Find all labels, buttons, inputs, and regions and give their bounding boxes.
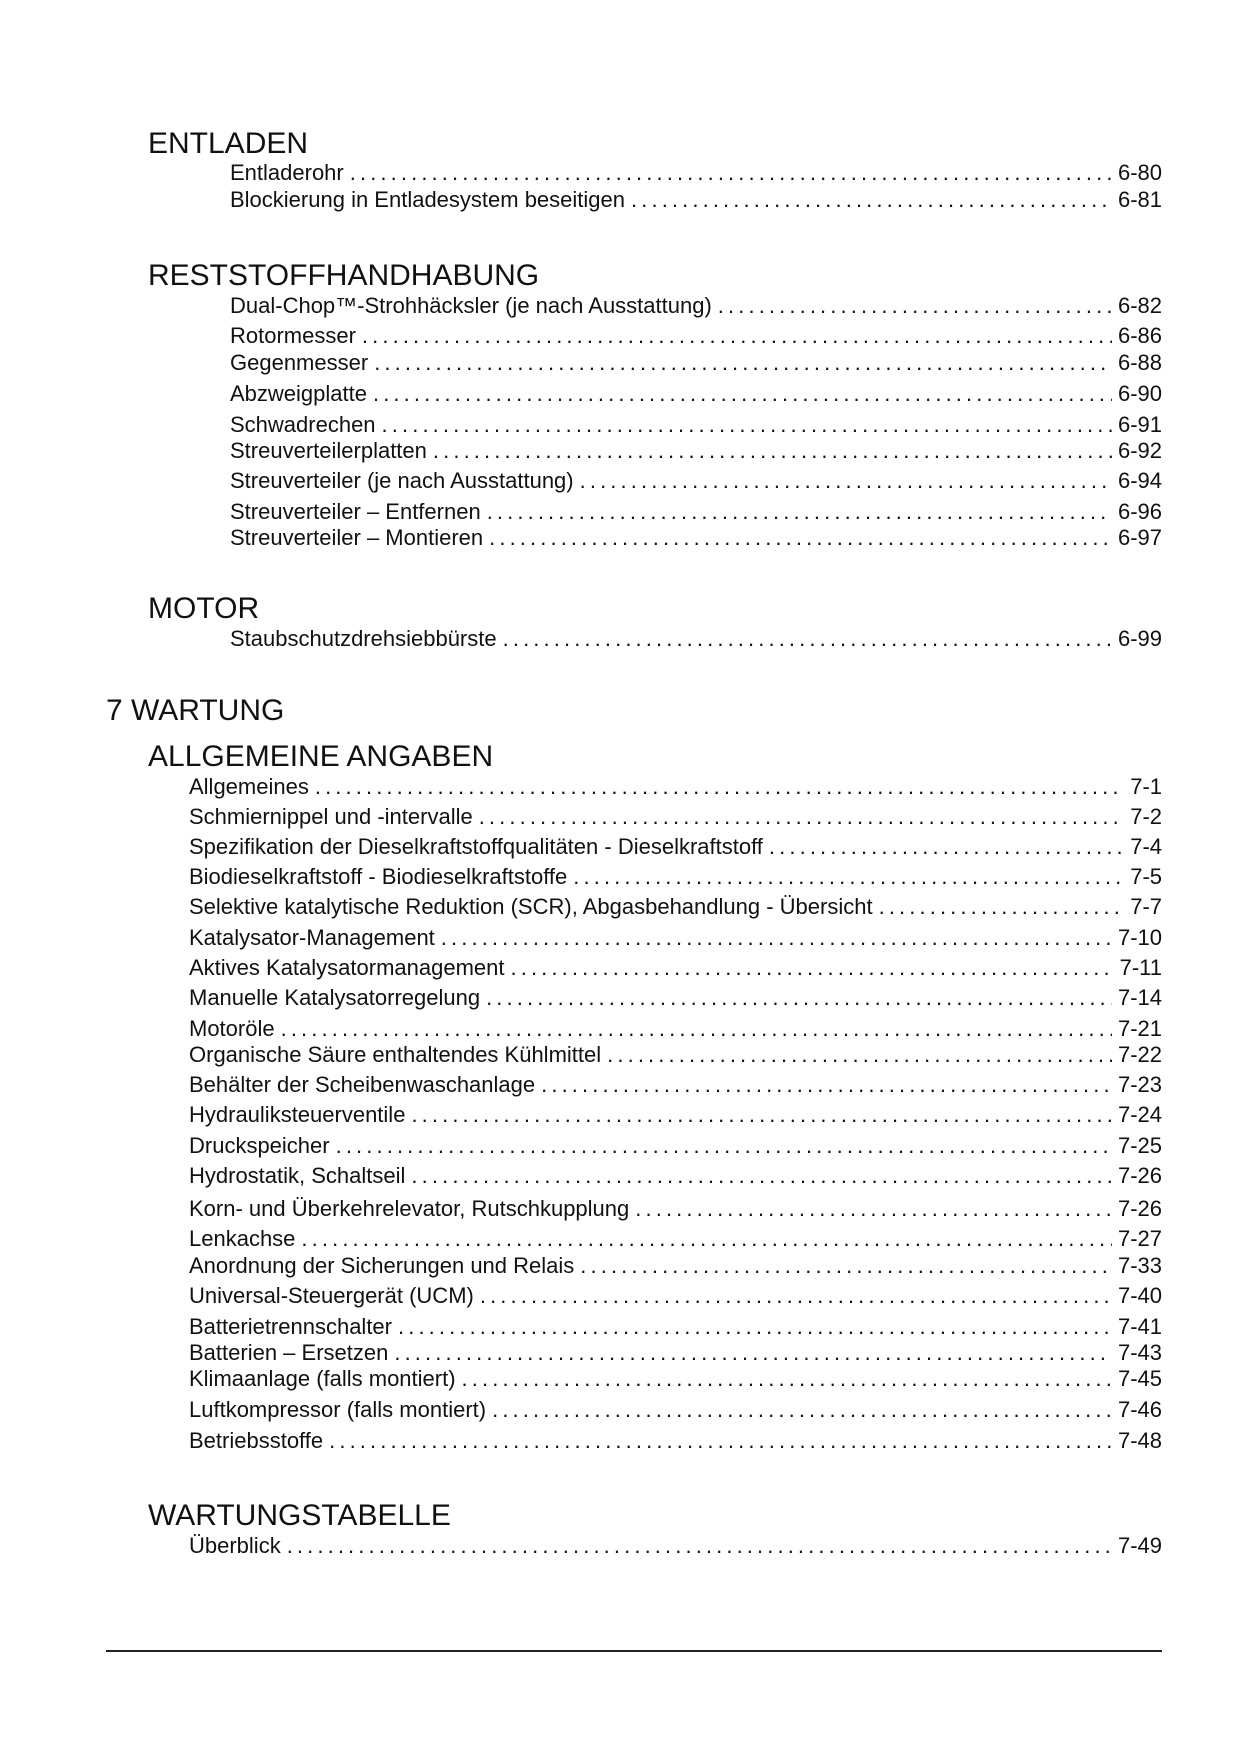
- toc-entry-label: Rotormesser: [230, 323, 356, 348]
- dot-leader: [398, 1314, 1112, 1340]
- toc-entry[interactable]: [189, 774, 1162, 800]
- toc-entry-label: Batterien – Ersetzen: [189, 1340, 389, 1365]
- dot-leader: [362, 323, 1112, 349]
- toc-entry-page: 7-14: [1117, 985, 1162, 1010]
- toc-entry[interactable]: [230, 381, 1162, 407]
- toc-entry-label: Hydrauliksteuerventile: [189, 1102, 406, 1127]
- toc-entry[interactable]: [230, 438, 1162, 464]
- toc-entry-label: Druckspeicher: [189, 1133, 330, 1158]
- dot-leader: [479, 804, 1125, 830]
- toc-entry-page: 7-10: [1117, 925, 1162, 950]
- dot-leader: [433, 438, 1112, 464]
- toc-entry-label: Allgemeines: [189, 774, 309, 799]
- dot-leader: [718, 293, 1112, 319]
- toc-entry-label: Dual-Chop™-Strohhäcksler (je nach Ausstattung): [230, 293, 712, 318]
- toc-entry-label: Aktives Katalysatormanagement: [189, 955, 505, 980]
- dot-leader: [301, 1226, 1112, 1252]
- section-title-reststoffhandhabung: RESTSTOFFHANDHABUNG: [148, 259, 540, 292]
- toc-entry[interactable]: [230, 160, 1162, 186]
- toc-entry[interactable]: [189, 1042, 1162, 1068]
- toc-entry-page: 6-82: [1117, 293, 1162, 318]
- toc-entry-label: Lenkachse: [189, 1226, 296, 1251]
- toc-entry[interactable]: [189, 804, 1162, 830]
- toc-entry[interactable]: [189, 894, 1162, 920]
- toc-entry-page: 6-99: [1117, 626, 1162, 651]
- toc-entry-page: 7-2: [1130, 804, 1162, 829]
- dot-leader: [374, 350, 1112, 376]
- toc-entry-label: Gegenmesser: [230, 350, 369, 375]
- toc-entry-label: Überblick: [189, 1533, 281, 1558]
- toc-entry[interactable]: [189, 1163, 1162, 1189]
- dot-leader: [373, 381, 1112, 407]
- dot-leader: [486, 985, 1112, 1011]
- toc-entry-label: Universal-Steuergerät (UCM): [189, 1283, 474, 1308]
- section-title-entladen: ENTLADEN: [148, 127, 309, 160]
- toc-entry[interactable]: [189, 1016, 1162, 1042]
- toc-entry-page: 7-40: [1117, 1283, 1162, 1308]
- toc-entry[interactable]: [230, 293, 1162, 319]
- dot-leader: [487, 499, 1112, 525]
- toc-entry-label: Schwadrechen: [230, 412, 376, 437]
- toc-entry-page: 7-23: [1117, 1072, 1162, 1097]
- toc-entry[interactable]: [189, 1226, 1162, 1252]
- toc-entry-label: Staubschutzdrehsiebbürste: [230, 626, 497, 651]
- toc-entry[interactable]: [189, 1397, 1162, 1423]
- toc-entry[interactable]: [189, 1102, 1162, 1128]
- toc-entry[interactable]: [230, 499, 1162, 525]
- toc-entry-page: 7-24: [1117, 1102, 1162, 1127]
- toc-entry[interactable]: [189, 1253, 1162, 1279]
- dot-leader: [441, 925, 1112, 951]
- toc-entry-page: 7-5: [1130, 864, 1162, 889]
- section-title-motor: MOTOR: [148, 592, 260, 625]
- toc-entry-label: Behälter der Scheibenwaschanlage: [189, 1072, 536, 1097]
- toc-entry-label: Motoröle: [189, 1016, 275, 1041]
- toc-entry-label: Batterietrennschalter: [189, 1314, 392, 1339]
- section-title-allgemeine-angaben: ALLGEMEINE ANGABEN: [148, 740, 494, 773]
- toc-entry[interactable]: [230, 412, 1162, 438]
- dot-leader: [607, 1042, 1112, 1068]
- toc-entry-label: Luftkompressor (falls montiert): [189, 1397, 487, 1422]
- toc-entry-page: 7-27: [1117, 1226, 1162, 1251]
- toc-entry-page: 7-48: [1117, 1428, 1162, 1453]
- toc-entry-page: 6-80: [1117, 160, 1162, 185]
- dot-leader: [462, 1366, 1112, 1392]
- dot-leader: [350, 160, 1112, 186]
- toc-entry[interactable]: [230, 323, 1162, 349]
- toc-entry-label: Biodieselkraftstoff - Biodieselkraftstoffe: [189, 864, 568, 889]
- toc-entry-page: 7-43: [1117, 1340, 1162, 1365]
- toc-entry-page: 7-46: [1117, 1397, 1162, 1422]
- dot-leader: [503, 626, 1112, 652]
- dot-leader: [489, 525, 1112, 551]
- dot-leader: [769, 834, 1124, 860]
- toc-entry-label: Organische Säure enthaltendes Kühlmittel: [189, 1042, 602, 1067]
- toc-entry-label: Selektive katalytische Reduktion (SCR), Abgasbehandlung - Übersicht: [189, 894, 873, 919]
- toc-entry[interactable]: [189, 1366, 1162, 1392]
- section-title-wartungstabelle: WARTUNGSTABELLE: [148, 1499, 451, 1532]
- dot-leader: [480, 1283, 1112, 1309]
- toc-entry-label: Streuverteiler (je nach Ausstattung): [230, 468, 574, 493]
- toc-entry-label: Katalysator-Management: [189, 925, 435, 950]
- toc-entry[interactable]: [189, 955, 1162, 981]
- dot-leader: [573, 864, 1124, 890]
- toc-entry-page: 7-7: [1130, 894, 1162, 919]
- toc-entry[interactable]: [189, 1314, 1162, 1340]
- toc-entry-page: 7-26: [1117, 1196, 1162, 1221]
- toc-entry-page: 6-88: [1117, 350, 1162, 375]
- toc-entry-label: Korn- und Überkehrelevator, Rutschkupplung: [189, 1196, 630, 1221]
- toc-entry-page: 7-22: [1117, 1042, 1162, 1067]
- toc-entry-page: 6-97: [1117, 525, 1162, 550]
- dot-leader: [580, 1253, 1112, 1279]
- toc-entry-page: 7-26: [1117, 1163, 1162, 1188]
- dot-leader: [329, 1428, 1112, 1454]
- toc-entry-label: Abzweigplatte: [230, 381, 367, 406]
- toc-entry[interactable]: [189, 1428, 1162, 1454]
- dot-leader: [580, 468, 1112, 494]
- toc-entry-page: 6-92: [1117, 438, 1162, 463]
- dot-leader: [287, 1533, 1112, 1559]
- toc-entry[interactable]: [230, 468, 1162, 494]
- toc-entry-label: Klimaanlage (falls montiert): [189, 1366, 456, 1391]
- toc-entry-page: 7-45: [1117, 1366, 1162, 1391]
- chapter-title: 7 WARTUNG: [106, 694, 285, 727]
- toc-entry-page: 6-90: [1117, 381, 1162, 406]
- toc-entry[interactable]: [189, 1283, 1162, 1309]
- dot-leader: [315, 774, 1124, 800]
- toc-entry-label: Streuverteiler – Entfernen: [230, 499, 481, 524]
- toc-entry-label: Entladerohr: [230, 160, 344, 185]
- dot-leader: [411, 1102, 1112, 1128]
- toc-entry-page: 6-96: [1117, 499, 1162, 524]
- dot-leader: [541, 1072, 1112, 1098]
- toc-entry-page: 7-49: [1117, 1533, 1162, 1558]
- toc-entry[interactable]: [230, 187, 1162, 213]
- toc-entry[interactable]: [189, 1533, 1162, 1559]
- toc-entry-page: 7-11: [1119, 955, 1162, 980]
- toc-entry-label: Schmiernippel und -intervalle: [189, 804, 473, 829]
- toc-entry[interactable]: [189, 864, 1162, 890]
- toc-entry-label: Streuverteiler – Montieren: [230, 525, 484, 550]
- toc-entry[interactable]: [189, 1340, 1162, 1366]
- toc-entry-page: 7-21: [1117, 1016, 1162, 1041]
- toc-entry-label: Manuelle Katalysatorregelung: [189, 985, 481, 1010]
- toc-entry[interactable]: [230, 626, 1162, 652]
- toc-entry-label: Spezifikation der Dieselkraftstoffqualitäten - Dieselkraftstoff: [189, 834, 763, 859]
- dot-leader: [492, 1397, 1112, 1423]
- dot-leader: [635, 1196, 1112, 1222]
- toc-entry[interactable]: [189, 925, 1162, 951]
- dot-leader: [394, 1340, 1112, 1366]
- toc-entry[interactable]: [189, 1072, 1162, 1098]
- dot-leader: [281, 1016, 1112, 1042]
- toc-entry-page: 6-81: [1117, 187, 1162, 212]
- toc-entry-page: 7-1: [1130, 774, 1162, 799]
- toc-entry-page: 7-33: [1117, 1253, 1162, 1278]
- toc-entry-page: 7-25: [1117, 1133, 1162, 1158]
- toc-entry-label: Streuverteilerplatten: [230, 438, 427, 463]
- toc-entry-page: 6-94: [1117, 468, 1162, 493]
- toc-entry-page: 7-41: [1117, 1314, 1162, 1339]
- footer-rule: [106, 1650, 1162, 1652]
- toc-entry-page: 6-86: [1117, 323, 1162, 348]
- dot-leader: [382, 412, 1112, 438]
- dot-leader: [511, 955, 1114, 981]
- toc-entry-page: 7-4: [1130, 834, 1162, 859]
- dot-leader: [411, 1163, 1112, 1189]
- toc-entry-label: Blockierung in Entladesystem beseitigen: [230, 187, 626, 212]
- dot-leader: [336, 1133, 1112, 1159]
- toc-entry-label: Hydrostatik, Schaltseil: [189, 1163, 406, 1188]
- toc-entry[interactable]: [189, 1196, 1162, 1222]
- toc-entry[interactable]: [189, 985, 1162, 1011]
- toc-entry-page: 6-91: [1117, 412, 1162, 437]
- toc-entry[interactable]: [189, 834, 1162, 860]
- dot-leader: [879, 894, 1125, 920]
- toc-entry[interactable]: [230, 525, 1162, 551]
- toc-entry[interactable]: [189, 1133, 1162, 1159]
- toc-entry[interactable]: [230, 350, 1162, 376]
- toc-entry-label: Anordnung der Sicherungen und Relais: [189, 1253, 575, 1278]
- dot-leader: [631, 187, 1112, 213]
- toc-entry-label: Betriebsstoffe: [189, 1428, 324, 1453]
